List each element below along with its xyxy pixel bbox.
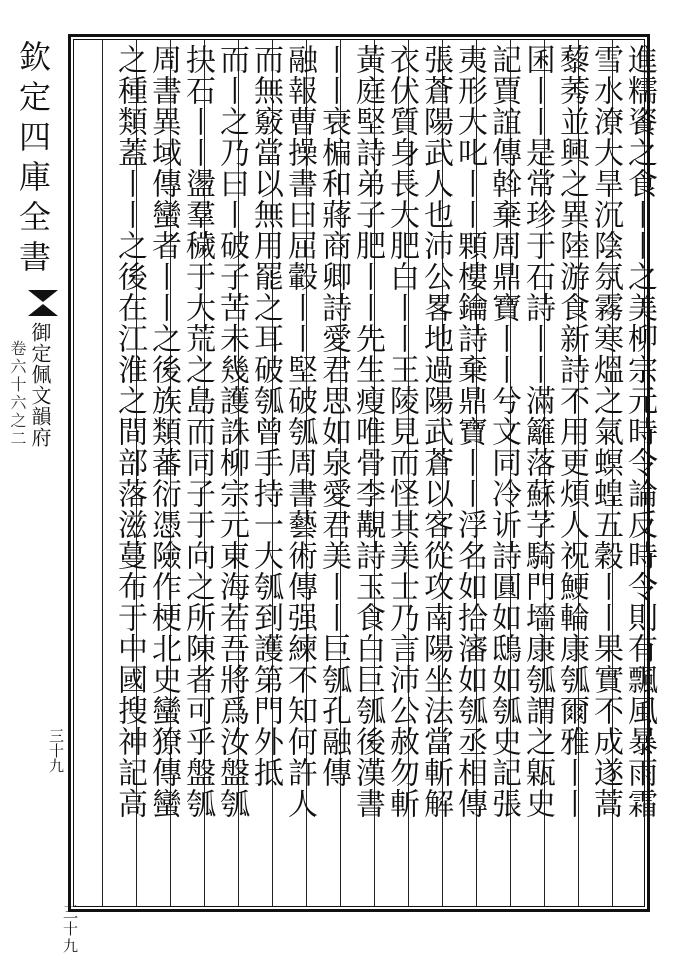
page-number: 三十九 bbox=[47, 728, 65, 773]
text-column: 黃庭堅詩弟子肥丨丨先生瘦唯骨李覯詩玉食白巨瓠後漢書 bbox=[350, 44, 385, 819]
text-column: 而丨之乃曰丨破子苦未幾護誅柳宗元東海若吾將爲汝盤瓠 bbox=[214, 44, 249, 819]
page-number-bottom: 三十九 bbox=[61, 904, 79, 955]
text-column: 衣伏質身長大肥白丨丨王陵見而怪其美士乃言沛公赦勿斬 bbox=[384, 44, 419, 819]
text-column: 藜莠並興之異陸游食新詩不用更煩人祝鯁輪康瓠爾雅丨丨 bbox=[554, 44, 589, 819]
text-column: 記賈誼傳斡棄周鼎寶丨丨兮文同冷䜣詩圓如鴟如瓠史記張 bbox=[486, 44, 521, 819]
text-column: 夷形大叱丨丨顆樓鑰詩棄鼎寶丨丨浮名如拾瀋如瓠丞相傳 bbox=[452, 44, 487, 819]
text-column: 之種類蓋丨丨之後在江淮之間部落滋蔓布于中國搜神記高 bbox=[112, 44, 147, 819]
text-column: 融報曹操書曰屈轂丨丨堅破瓠周書藝術傳强練不知何許人 bbox=[282, 44, 317, 819]
text-column: 囷丨丨是常珍于石詩丨丨滿籬落蘇芓騎門墻康瓠謂之甈史 bbox=[520, 44, 555, 819]
section-name: 御定佩文韻府 bbox=[28, 322, 52, 448]
volume-name: 卷六十六之二 bbox=[8, 340, 27, 448]
text-column: 抉石丨丨盪羣穢于大荒之島而同子于向之所陳者可乎盤瓠 bbox=[180, 44, 215, 819]
book-title: 欽定四庫全書 bbox=[14, 40, 52, 280]
text-column: 而無竅當以無用罷之耳破瓠曾手持一大瓠到護第門外抵 bbox=[248, 44, 283, 788]
fish-tail-mark-icon bbox=[26, 288, 60, 318]
text-column: 進糯餈之食丨丨之美柳宗元時令論反時令則有飄風暴雨霜 bbox=[622, 44, 657, 819]
text-column: 丨丨衰楄和蔣商卿詩愛君思如泉愛君美丨丨巨瓠孔融傳 bbox=[316, 44, 351, 788]
text-column: 周書異域傳蠻者丨丨之後族類蕃衍憑險作梗北史蠻獠傳蠻 bbox=[146, 44, 181, 819]
text-column: 張蒼陽武人也沛公畧地過陽武蒼以客從攻南陽坐法當斬解 bbox=[418, 44, 453, 819]
text-column: 雪水潦大旱沉陰氛霧寒熅之氣螟蝗五穀丨丨果實不成遂蒿 bbox=[588, 44, 623, 819]
